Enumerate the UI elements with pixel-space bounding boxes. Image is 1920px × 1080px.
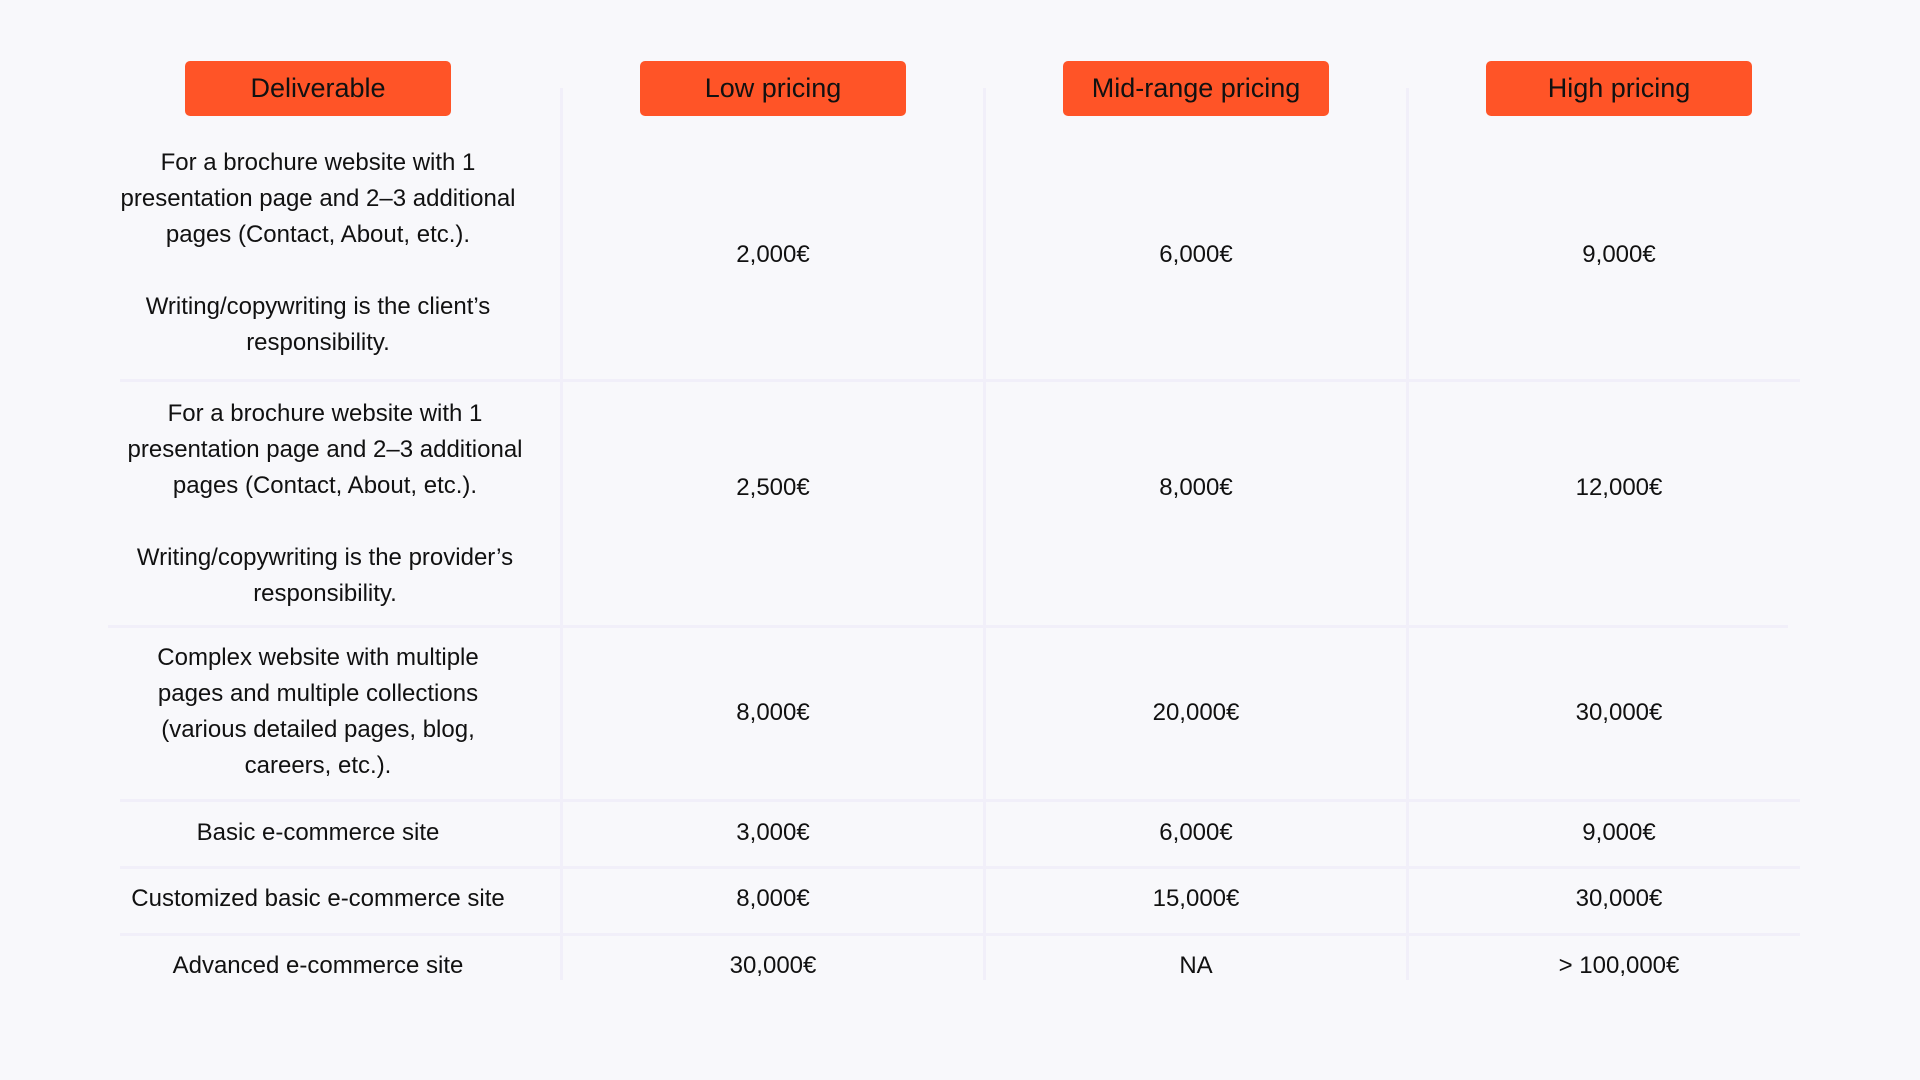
row-1-deliverable-line-2: Writing/copywriting is the client’s responsibility.: [145, 293, 491, 356]
row-1-deliverable-line-1: For a brochure website with 1 presentation page and 2–3 additional pages (Contact, About, etc.).: [120, 149, 516, 248]
row-4-mid-price: 6,000€: [1159, 819, 1233, 846]
row-2-deliverable: [100, 396, 550, 612]
row-4-deliverable-line-1: Basic e-commerce site: [196, 819, 440, 846]
header-mid-range-pricing-label: Mid-range pricing: [1091, 73, 1301, 103]
row-5-high-price: 30,000€: [1575, 885, 1663, 912]
row-1-high-price: 9,000€: [1582, 241, 1656, 268]
header-deliverable: [185, 61, 451, 116]
row-2-high-price: 12,000€: [1575, 474, 1663, 501]
row-3-low-price: 8,000€: [736, 699, 810, 726]
row-1-deliverable: [93, 145, 543, 361]
row-2-mid-price: 8,000€: [1159, 474, 1233, 501]
row-4-low-price: 3,000€: [736, 819, 810, 846]
row-divider-1: [120, 379, 1800, 382]
row-1-low-price: 2,000€: [736, 241, 810, 268]
row-1-mid-price: 6,000€: [1159, 241, 1233, 268]
column-divider-2: [983, 88, 986, 980]
row-2-deliverable-line-2: Writing/copywriting is the provider’s responsibility.: [136, 544, 514, 607]
row-3-deliverable-line-1: Complex website with multiple pages and multiple collections (various detailed pages, blog, careers, etc.).: [157, 644, 479, 779]
row-6-low-price: 30,000€: [729, 952, 817, 979]
header-low-pricing: [640, 61, 906, 116]
row-divider-4: [120, 866, 1800, 869]
row-5-deliverable: [93, 881, 543, 917]
row-6-mid-price: NA: [1179, 952, 1213, 979]
row-4-deliverable: [93, 815, 543, 851]
row-divider-3: [120, 799, 1800, 802]
row-6-high-price: > 100,000€: [1558, 952, 1680, 979]
header-low-pricing-label: Low pricing: [704, 73, 842, 103]
row-2-deliverable-line-1: For a brochure website with 1 presentation page and 2–3 additional pages (Contact, About, etc.).: [127, 400, 523, 499]
row-divider-2: [108, 625, 1788, 628]
row-5-low-price: 8,000€: [736, 885, 810, 912]
row-5-deliverable-line-1: Customized basic e-commerce site: [131, 885, 505, 912]
row-3-deliverable: [93, 640, 543, 784]
column-divider-3: [1406, 88, 1409, 980]
row-6-deliverable-line-1: Advanced e-commerce site: [172, 952, 464, 979]
row-3-mid-price: 20,000€: [1152, 699, 1240, 726]
row-3-high-price: 30,000€: [1575, 699, 1663, 726]
column-divider-1: [560, 88, 563, 980]
header-high-pricing: [1486, 61, 1752, 116]
header-deliverable-label: Deliverable: [250, 73, 386, 103]
row-4-high-price: 9,000€: [1582, 819, 1656, 846]
header-mid-range-pricing: [1063, 61, 1329, 116]
header-high-pricing-label: High pricing: [1547, 73, 1691, 103]
row-2-low-price: 2,500€: [736, 474, 810, 501]
row-divider-5: [120, 933, 1800, 936]
row-5-mid-price: 15,000€: [1152, 885, 1240, 912]
row-6-deliverable: [93, 948, 543, 984]
